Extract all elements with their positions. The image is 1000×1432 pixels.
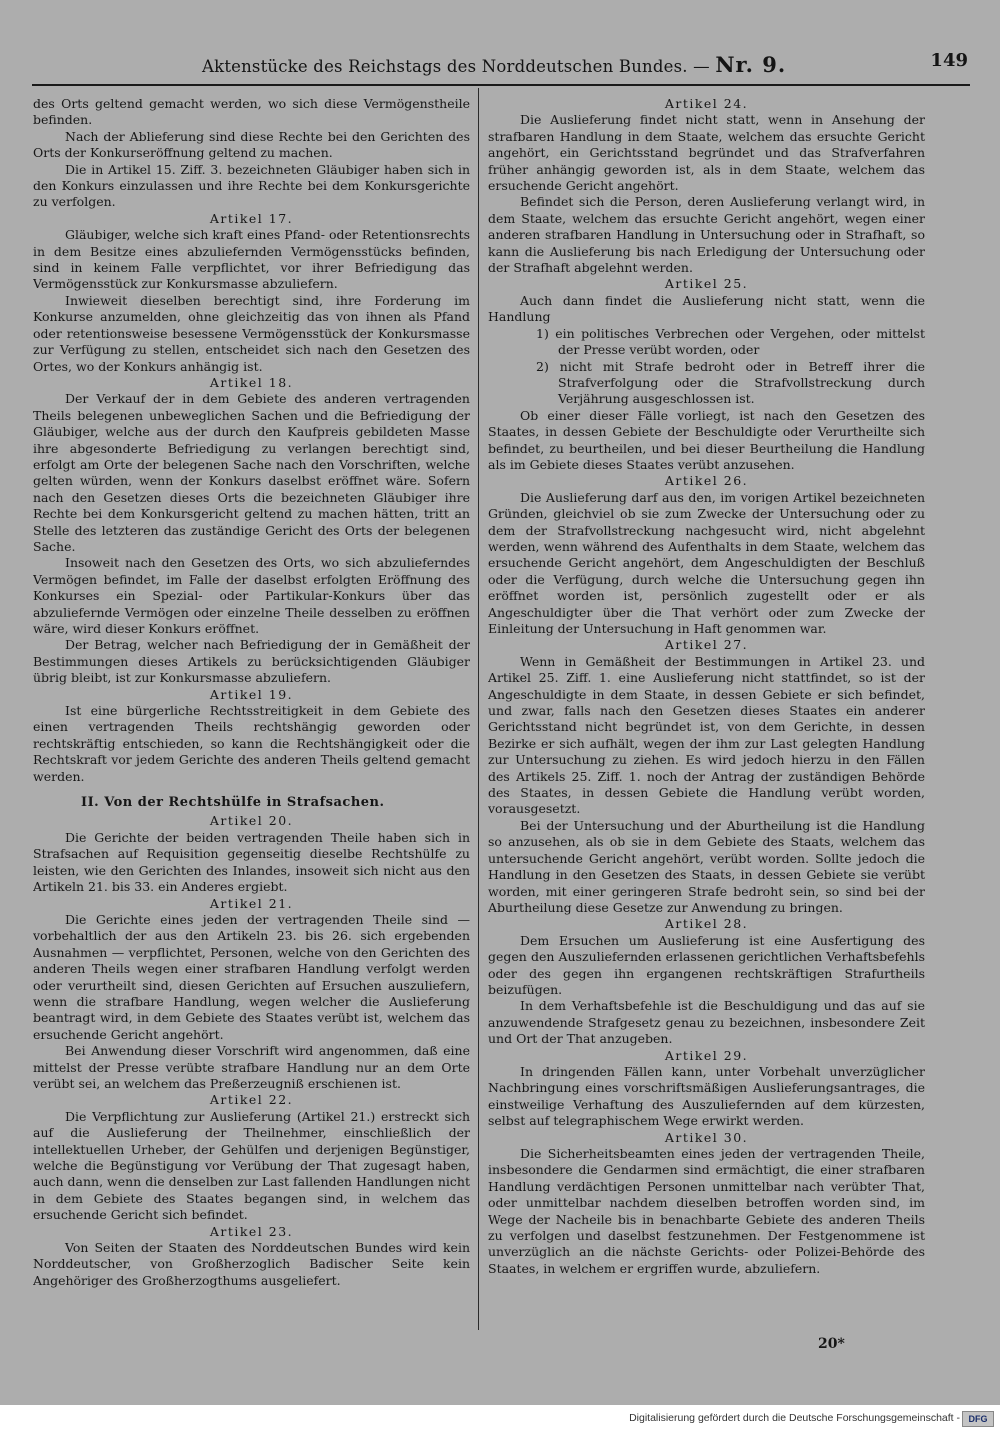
running-title xyxy=(202,52,786,77)
header-rule xyxy=(32,84,970,86)
paragraph: Der Verkauf der in dem Gebiete des anderen vertragenden Theils belegenen unbeweglichen Sachen und die Befriedigung der Gläubiger, welche aus der durch den Kaufpreis gebildeten Masse ihre abgesonderte Befriedigung zu verlangen berechtigt sind, erfolgt am Orte der belegenen Sache nach den Vorschriften, welche gelten würden, wenn der Konkurs daselbst eröffnet wäre. Sofern nach den Gesetzen dieses Orts die bezeichneten Gläubiger ihre Rechte bei dem Konkursgericht geltend zu machen hätten, tritt an Stelle des letzteren das zuständige Gericht des Orts der belegenen Sache. xyxy=(33,391,470,554)
document-number: Nr. 9. xyxy=(715,52,787,77)
column-divider xyxy=(478,88,479,1330)
article-heading: Artikel 28. xyxy=(664,916,749,932)
article-heading: Artikel 21. xyxy=(209,895,294,911)
paragraph: Die Auslieferung findet nicht statt, wenn in Ansehung der strafbaren Handlung in dem Staate, welchem das ersuchte Gericht angehört, ein Gerichtsstand begründet und das Strafverfahren früher anhängig geworden ist, als in dem Staate, welchem das ersuchende Gericht angehört. xyxy=(488,112,925,194)
article-heading: Artikel 19. xyxy=(209,686,294,702)
paragraph: Ist eine bürgerliche Rechtsstreitigkeit in dem Gebiete des einen vertragenden Theils rechtshängig geworden oder rechtskräftig entschieden, so kann die Rechtshängigkeit oder die Rechtskraft vor jedem Gerichte des anderen Theils geltend gemacht werden. xyxy=(33,703,470,784)
paragraph: Gläubiger, welche sich kraft eines Pfand- oder Retentionsrechts in dem Besitze eines abzuliefernden Vermögensstücks befinden, sind in keinem Falle verpflichtet, vor ihrer Befriedigung das Vermögensstück zur Konkursmasse abzuliefern. xyxy=(33,227,470,292)
left-column xyxy=(33,96,470,1336)
page-number: 149 xyxy=(930,50,968,71)
article-heading: Artikel 20. xyxy=(209,813,294,829)
article-heading: Artikel 27. xyxy=(664,637,749,653)
article-heading: Artikel 26. xyxy=(664,473,749,489)
paragraph: In dem Verhaftsbefehle ist die Beschuldigung und das auf sie anzuwendende Strafgesetz genau zu bezeichnen, insbesondere Zeit und Ort der That anzugeben. xyxy=(488,998,925,1047)
article-heading: Artikel 29. xyxy=(664,1047,749,1063)
funding-credit: Digitalisierung gefördert durch die Deutsche Forschungsgemeinschaft - xyxy=(629,1412,960,1424)
paragraph: Die Gerichte der beiden vertragenden Theile haben sich in Strafsachen auf Requisition gegenseitig dieselbe Rechtshülfe zu leisten, wie den Gerichten des Inlandes, insoweit sich nicht aus den Artikeln 21. bis 33. ein Anderes ergiebt. xyxy=(33,829,470,895)
paragraph: Wenn in Gemäßheit der Bestimmungen in Artikel 23. und Artikel 25. Ziff. 1. eine Auslieferung nicht stattfindet, so ist der Angeschuldigte in dem Staate, in dessen Gebiete er sich befindet, und zwar, falls nach den Gesetzen dieses Staates ein anderer Gerichtsstand nicht begründet ist, von dem Gerichte, in dessen Bezirke er sich aufhält, wegen der ihm zur Last gelegten Handlung zur Untersuchung zu ziehen. Es wird jedoch hierzu in den Fällen des Artikels 25. Ziff. 1. noch der Antrag der zuständigen Behörde des Staates, in dessen Gebiete die Handlung verübt worden, vorausgesetzt. xyxy=(488,653,925,817)
article-heading: Artikel 18. xyxy=(209,374,294,390)
section-heading: II. Von der Rechtshülfe in Strafsachen. xyxy=(81,795,385,811)
list-item: 1) ein politisches Verbrechen oder Vergehen, oder mittelst der Presse verübt worden, oder xyxy=(536,325,925,358)
paragraph: Die Auslieferung darf aus den, im vorigen Artikel bezeichneten Gründen, gleichviel ob sie zum Zwecke der Untersuchung oder zu dem der Strafvollstreckung nachgesucht wird, nicht abgelehnt werden, wenn während des Aufenthalts in dem Staate, welchem das ersuchende Gericht angehört, dem Angeschuldigten der Beschluß oder die Verfügung, durch welche die Untersuchung gegen ihn eröffnet worden ist, persönlich zugestellt oder er als Angeschuldigter über die That verhört oder zum Zwecke der Einleitung der Untersuchung in Haft genommen war. xyxy=(488,489,925,636)
paragraph: Die Verpflichtung zur Auslieferung (Artikel 21.) erstreckt sich auf die Auslieferung der Theilnehmer, einschließlich der intellektuellen Urheber, der Gehülfen und derjenigen Begünstiger, welche die Begünstigung vor Verübung der That zugesagt haben, auch dann, wenn die denselben zur Last fallenden Handlungen nicht in dem Gebiete des Staates begangen sind, in welchem das ersuchende Gericht sich befindet. xyxy=(33,1108,470,1223)
list-item: 2) nicht mit Strafe bedroht oder in Betreff ihrer die Strafverfolgung oder die Strafvollstreckung durch Verjährung ausgeschlossen ist. xyxy=(536,358,925,407)
footer-bar xyxy=(0,1405,1000,1432)
paragraph: Die in Artikel 15. Ziff. 3. bezeichneten Gläubiger haben sich in den Konkurs einzulassen und ihre Rechte bei dem Konkursgerichte zu verfolgen. xyxy=(33,161,470,210)
paragraph: Insoweit nach den Gesetzen des Orts, wo sich abzulieferndes Vermögen befindet, im Falle der daselbst erfolgten Eröffnung des Konkurses ein Spezial- oder Partikular-Konkurs über das abzuliefernde Vermögen oder einzelne Theile desselben zu eröffnen wäre, wird dieser Konkurs eröffnet. xyxy=(33,555,470,636)
article-heading: Artikel 24. xyxy=(664,96,749,111)
article-heading: Artikel 22. xyxy=(209,1092,294,1108)
right-column xyxy=(488,96,925,1336)
article-heading: Artikel 23. xyxy=(209,1223,294,1239)
paragraph: Nach der Ablieferung sind diese Rechte bei den Gerichten des Orts der Konkurseröffnung geltend zu machen. xyxy=(33,128,470,161)
signature-mark: 20* xyxy=(818,1336,845,1352)
paragraph: Bei Anwendung dieser Vorschrift wird angenommen, daß eine mittelst der Presse verübte strafbare Handlung nur an dem Orte verübt sei, an welchem das Preßerzeugniß erschienen ist. xyxy=(33,1043,470,1091)
paragraph: In dringenden Fällen kann, unter Vorbehalt unverzüglicher Nachbringung eines vorschriftsmäßigen Auslieferungsantrages, die einstweilige Verhaftung des Auszuliefernden auf dem kürzesten, selbst auf telegraphischem Wege erwirkt werden. xyxy=(488,1063,925,1129)
running-title-text: Aktenstücke des Reichstags des Norddeutschen Bundes. — xyxy=(202,57,710,76)
paragraph: Befindet sich die Person, deren Auslieferung verlangt wird, in dem Staate, welchem das ersuchte Gericht angehört, wegen einer anderen strafbaren Handlung in Untersuchung oder in Strafhaft, so kann die Auslieferung bis nach Erledigung der Untersuchung oder der Strafhaft abgelehnt werden. xyxy=(488,194,925,276)
article-heading: Artikel 25. xyxy=(664,276,749,292)
paragraph: Die Sicherheitsbeamten eines jeden der vertragenden Theile, insbesondere die Gendarmen sind ermächtigt, die einer strafbaren Handlung verdächtigen Personen unmittelbar nach verübter That, oder unmittelbar nachdem dieselben betroffen worden sind, im Wege der Nacheile bis in benachbarte Gebiete des anderen Theils zu verfolgen und daselbst festzunehmen. Der Festgenommene ist unverzüglich an die nächste Gerichts- oder Polizei-Behörde des Staates, in welchem er ergriffen wurde, abzuliefern. xyxy=(488,1146,925,1276)
paragraph: Dem Ersuchen um Auslieferung ist eine Ausfertigung des gegen den Auszuliefernden erlassenen gerichtlichen Verhaftsbefehls oder des gegen ihn ergangenen rechtskräftigen Strafurtheils beizufügen. xyxy=(488,932,925,997)
page-header xyxy=(32,48,968,78)
paragraph: Die Gerichte eines jeden der vertragenden Theile sind — vorbehaltlich der aus den Artikeln 23. bis 26. sich ergebenden Ausnahmen — verpflichtet, Personen, welche von den Gerichten des anderen Theils wegen einer strafbaren Handlung verfolgt werden oder verurtheilt sind, diesen Gerichten auf Ersuchen auszuliefern, wenn die strafbare Handlung, wegen welcher die Auslieferung beantragt wird, in dem Gebiete des Staates verübt ist, welchem das ersuchende Gericht angehört. xyxy=(33,911,470,1042)
paragraph: Auch dann findet die Auslieferung nicht statt, wenn die Handlung xyxy=(488,292,925,325)
article-heading: Artikel 17. xyxy=(209,210,294,226)
dfg-logo-icon[interactable]: DFG xyxy=(962,1411,994,1427)
article-heading: Artikel 30. xyxy=(664,1129,749,1145)
paragraph: des Orts geltend gemacht werden, wo sich diese Vermögenstheile befinden. xyxy=(33,96,470,128)
paragraph: Der Betrag, welcher nach Befriedigung der in Gemäßheit der Bestimmungen dieses Artikels zu berücksichtigenden Gläubiger übrig bleibt, ist zur Konkursmasse abzuliefern. xyxy=(33,637,470,686)
paragraph: Von Seiten der Staaten des Norddeutschen Bundes wird kein Norddeutscher, von Großherzoglich Badischer Seite kein Angehöriger des Großherzogthums ausgeliefert. xyxy=(33,1240,470,1288)
paragraph: Inwieweit dieselben berechtigt sind, ihre Forderung im Konkurse anzumelden, ohne gleichzeitig das von ihnen als Pfand oder retentionsweise besessene Vermögensstück der Konkursmasse zur Verfügung zu stellen, entscheidet sich nach den Gesetzen des Ortes, wo der Konkurs anhängig ist. xyxy=(33,292,470,374)
paragraph: Bei der Untersuchung und der Aburtheilung ist die Handlung so anzusehen, als ob sie in dem Gebiete des Staats, welchem das untersuchende Gericht angehört, verübt worden. Sollte jedoch die Handlung in den Gesetzen des Staats, in dessen Gebiete sie verübt worden, mit einer geringeren Strafe bedroht sein, so sind bei der Aburtheilung diese Gesetze zur Anwendung zu bringen. xyxy=(488,817,925,915)
paragraph: Ob einer dieser Fälle vorliegt, ist nach den Gesetzen des Staates, in dessen Gebiete der Beschuldigte oder Verurtheilte sich befindet, zu beurtheilen, und bei dieser Beurtheilung die Handlung als im Gebiete dieses Staates verübt anzusehen. xyxy=(488,407,925,472)
